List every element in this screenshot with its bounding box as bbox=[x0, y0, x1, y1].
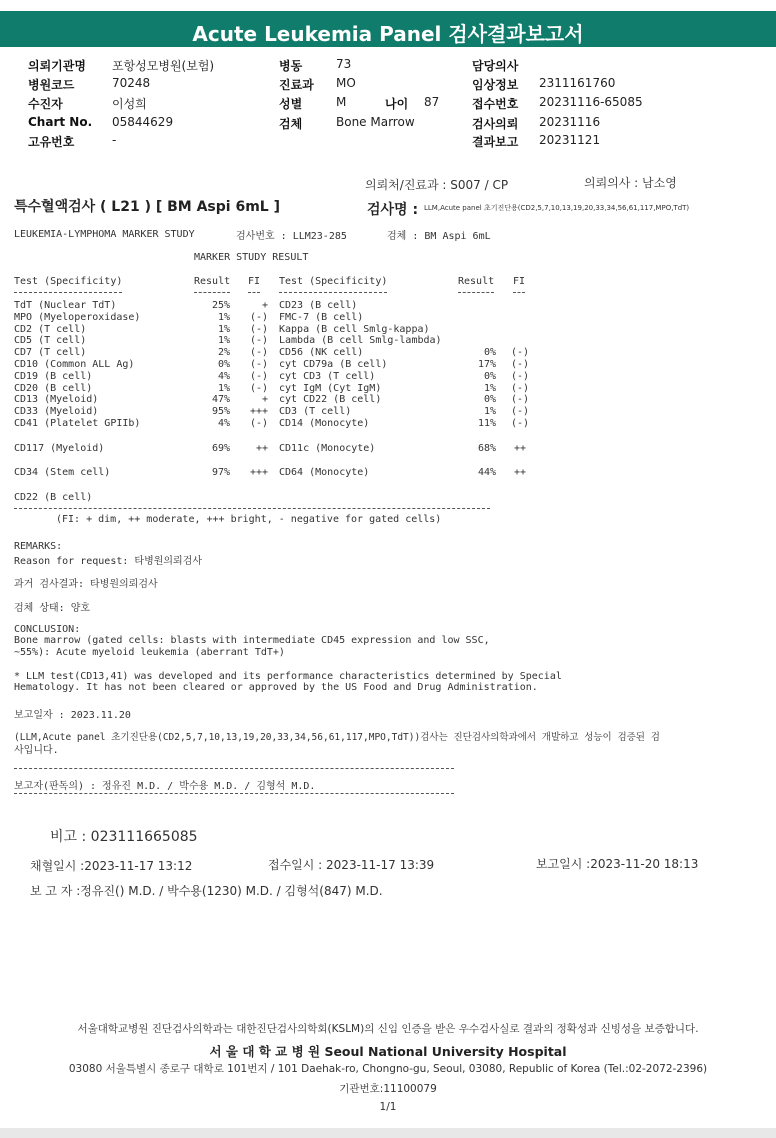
info-value: M bbox=[336, 95, 347, 109]
study-specimen: 검체 : BM Aspi 6mL bbox=[387, 231, 491, 242]
col-header-fi-right: FI bbox=[513, 276, 526, 287]
test-name-value: LLM,Acute panel 초기진단용(CD2,5,7,10,13,19,20,33,34,56,61,117,MPO,TdT) bbox=[424, 204, 690, 212]
llm-note-line1: * LLM test(CD13,41) was developed and its performance characteristics determined by Special bbox=[14, 671, 562, 682]
age-value: 87 bbox=[424, 95, 440, 109]
info-label: 병동 bbox=[279, 59, 303, 73]
marker-fi: (-) bbox=[249, 382, 268, 394]
marker-test: CD7 (T cell) bbox=[14, 347, 87, 359]
info-value: 20231121 bbox=[539, 133, 601, 147]
marker-fi: (-) bbox=[249, 311, 268, 323]
marker-test: CD5 (T cell) bbox=[14, 335, 87, 347]
info-label: 고유번호 bbox=[28, 135, 75, 149]
marker-fi: (-) bbox=[249, 347, 268, 359]
receive-time: 접수일시 : 2023-11-17 13:39 bbox=[268, 858, 435, 872]
marker-fi: (-) bbox=[510, 347, 530, 359]
marker-result: 95% bbox=[211, 406, 230, 418]
marker-fi: (-) bbox=[510, 370, 530, 382]
marker-result: 0% bbox=[483, 347, 496, 359]
page-number: 1/1 bbox=[379, 1101, 397, 1113]
marker-fi: ++ bbox=[513, 467, 527, 478]
marker-fi: +++ bbox=[249, 406, 268, 418]
marker-test: CD41 (Platelet GPIIb) bbox=[14, 418, 141, 429]
request-doctor: 의뢰의사 : 남소영 bbox=[584, 176, 677, 190]
study-number: 검사번호 : LLM23-285 bbox=[236, 231, 347, 242]
info-value: 73 bbox=[336, 57, 352, 71]
certification-text: 서울대학교병원 진단검사의학과는 대한진단검사의학회(KSLM)의 신임 인증을 받은 우수검사실로 결과의 정확성과 신빙성을 보증합니다. bbox=[77, 1023, 699, 1035]
marker-result: 0% bbox=[217, 359, 230, 370]
marker-test: cyt CD79a (B cell) bbox=[279, 359, 388, 370]
marker-test: CD20 (B cell) bbox=[14, 382, 93, 394]
marker-test: CD22 (B cell) bbox=[14, 492, 93, 503]
marker-fi: ++ bbox=[513, 443, 527, 454]
marker-fi: (-) bbox=[510, 418, 530, 429]
hospital-address: 03080 서울특별시 종로구 대학로 101번지 / 101 Daehak-ro, Chongno-gu, Seoul, 03080, Republic of Korea (Tel.:02-2072-2396) bbox=[68, 1063, 708, 1075]
marker-result: 1% bbox=[217, 323, 230, 335]
info-label: 병원코드 bbox=[28, 78, 75, 92]
marker-result: 4% bbox=[217, 418, 230, 429]
marker-result: 2% bbox=[217, 347, 230, 359]
col-header-fi-left: FI bbox=[248, 276, 261, 287]
marker-result: 4% bbox=[217, 370, 230, 382]
marker-test: CD2 (T cell) bbox=[14, 323, 87, 335]
marker-test: CD34 (Stem cell) bbox=[14, 467, 111, 478]
divider bbox=[14, 768, 454, 769]
marker-test: CD10 (Common ALL Ag) bbox=[14, 359, 135, 370]
study-title: LEUKEMIA-LYMPHOMA MARKER STUDY bbox=[14, 229, 195, 240]
marker-test: CD3 (T cell) bbox=[279, 406, 352, 418]
marker-result: 1% bbox=[217, 382, 230, 394]
test-name-label: 검사명 : bbox=[367, 202, 419, 218]
hospital-name: 서 울 대 학 교 병 원 Seoul National University Hospital bbox=[209, 1044, 567, 1059]
marker-result: 25% bbox=[211, 300, 230, 311]
marker-test: CD33 (Myeloid) bbox=[14, 406, 99, 418]
underline bbox=[194, 292, 230, 293]
marker-result: 1% bbox=[483, 406, 496, 418]
info-label: 진료과 bbox=[279, 78, 314, 92]
specimen-status: 검체 상태: 양호 bbox=[14, 603, 91, 614]
korean-note-line2: 사입니다. bbox=[14, 745, 59, 756]
marker-fi: (-) bbox=[510, 406, 530, 418]
collect-time: 채혈일시 :2023-11-17 13:12 bbox=[30, 859, 193, 873]
korean-note-line1: (LLM,Acute panel 초기진단용(CD2,5,7,10,13,19,20,33,34,56,61,117,MPO,TdT))검사는 진단검사의학과에서 개발하고 성능이 검증된 검 bbox=[14, 732, 660, 743]
marker-result: 97% bbox=[211, 467, 230, 478]
past-result: 과거 검사결과: 타병원의뢰검사 bbox=[14, 579, 158, 590]
marker-test: cyt CD22 (B cell) bbox=[279, 394, 382, 406]
underline bbox=[513, 292, 525, 293]
conclusion-label: CONCLUSION: bbox=[14, 624, 81, 635]
marker-fi: (-) bbox=[249, 370, 268, 382]
info-value: 20231116 bbox=[539, 115, 601, 129]
marker-test: Kappa (B cell Smlg-kappa) bbox=[279, 323, 430, 335]
info-label: 검사의뢰 bbox=[472, 117, 519, 131]
marker-result: 1% bbox=[217, 311, 230, 323]
marker-fi: (-) bbox=[249, 359, 268, 370]
marker-result: 68% bbox=[477, 443, 496, 454]
report-date: 보고일자 : 2023.11.20 bbox=[14, 710, 131, 721]
request-dept: 의뢰처/진료과 : S007 / CP bbox=[365, 178, 509, 192]
marker-test: CD117 (Myeloid) bbox=[14, 443, 105, 454]
marker-fi: (-) bbox=[249, 335, 268, 347]
info-label: 의뢰기관명 bbox=[28, 59, 86, 73]
col-header-test-left: Test (Specificity) bbox=[14, 276, 123, 287]
organization-number: 기관번호:11100079 bbox=[339, 1083, 437, 1095]
marker-result: 1% bbox=[483, 382, 496, 394]
page-bottom-strip bbox=[0, 1128, 776, 1138]
marker-fi: + bbox=[261, 300, 268, 311]
info-value: 70248 bbox=[112, 76, 151, 90]
llm-note-line2: Hematology. It has not been cleared or approved by the US Food and Drug Administration. bbox=[14, 682, 538, 693]
info-value: 05844629 bbox=[112, 115, 174, 129]
marker-result: 11% bbox=[477, 418, 496, 429]
marker-test: Lambda (B cell Smlg-lambda) bbox=[279, 335, 442, 347]
underline bbox=[458, 292, 494, 293]
marker-test: CD19 (B cell) bbox=[14, 370, 93, 382]
marker-fi: + bbox=[261, 394, 268, 406]
marker-fi: (-) bbox=[510, 394, 530, 406]
reporters-line: 보고자(판독의) : 정유진 M.D. / 박수용 M.D. / 김형석 M.D. bbox=[14, 781, 316, 792]
info-label: 검체 bbox=[279, 117, 303, 131]
test-title: 특수혈액검사 ( L21 ) [ BM Aspi 6mL ] bbox=[14, 199, 280, 215]
info-label: 담당의사 bbox=[472, 59, 519, 73]
footer-reporters: 보 고 자 :정유진() M.D. / 박수용(1230) M.D. / 김형석(847) M.D. bbox=[30, 884, 383, 898]
col-header-result-right: Result bbox=[458, 276, 495, 287]
marker-test: CD14 (Monocyte) bbox=[279, 418, 370, 429]
marker-result: 47% bbox=[211, 394, 230, 406]
divider bbox=[14, 793, 454, 794]
col-header-result-left: Result bbox=[194, 276, 231, 287]
marker-fi: (-) bbox=[249, 418, 268, 429]
underline bbox=[14, 292, 122, 293]
marker-fi: (-) bbox=[510, 382, 530, 394]
marker-result: 69% bbox=[211, 443, 230, 454]
col-header-test-right: Test (Specificity) bbox=[279, 276, 388, 287]
info-value: 이성희 bbox=[112, 97, 147, 111]
marker-test: CD13 (Myeloid) bbox=[14, 394, 99, 406]
marker-test: FMC-7 (B cell) bbox=[279, 311, 364, 323]
marker-fi: (-) bbox=[510, 359, 530, 370]
conclusion-line2: ~55%): Acute myeloid leukemia (aberrant TdT+) bbox=[14, 647, 285, 658]
remarks-reason: Reason for request: 타병원의뢰검사 bbox=[14, 556, 203, 567]
info-value: Bone Marrow bbox=[336, 115, 415, 129]
marker-test: CD11c (Monocyte) bbox=[279, 443, 376, 454]
marker-result: 44% bbox=[477, 467, 496, 478]
underline bbox=[279, 292, 387, 293]
age-label: 나이 bbox=[385, 97, 409, 111]
report-title: Acute Leukemia Panel 검사결과보고서 bbox=[192, 22, 584, 46]
marker-result: 1% bbox=[217, 335, 230, 347]
info-value: - bbox=[112, 133, 117, 147]
result-title: MARKER STUDY RESULT bbox=[194, 252, 309, 263]
report-time: 보고일시 :2023-11-20 18:13 bbox=[536, 857, 699, 871]
remarks-label: REMARKS: bbox=[14, 541, 63, 552]
info-label: 접수번호 bbox=[472, 97, 519, 111]
marker-result: 17% bbox=[477, 359, 496, 370]
info-label: Chart No. bbox=[28, 115, 93, 129]
marker-test: cyt IgM (Cyt IgM) bbox=[279, 382, 382, 394]
info-value: 포항성모병원(보험) bbox=[112, 59, 215, 73]
marker-test: CD64 (Monocyte) bbox=[279, 467, 370, 478]
marker-result: 0% bbox=[483, 394, 496, 406]
info-label: 수진자 bbox=[28, 97, 63, 111]
marker-fi: (-) bbox=[249, 323, 268, 335]
underline bbox=[248, 292, 260, 293]
info-label: 임상정보 bbox=[472, 78, 519, 92]
marker-test: CD56 (NK cell) bbox=[279, 347, 364, 359]
conclusion-line1: Bone marrow (gated cells: blasts with intermediate CD45 expression and low SSC, bbox=[14, 635, 490, 646]
info-value: MO bbox=[336, 76, 356, 90]
marker-test: MPO (Myeloperoxidase) bbox=[14, 311, 141, 323]
info-label: 성별 bbox=[279, 97, 303, 111]
marker-result: 0% bbox=[483, 370, 496, 382]
info-value: 20231116-65085 bbox=[539, 95, 643, 109]
marker-test: CD23 (B cell) bbox=[279, 300, 358, 311]
marker-fi: ++ bbox=[255, 443, 268, 454]
remark-number: 비고 : 023111665085 bbox=[50, 829, 198, 845]
info-label: 결과보고 bbox=[472, 135, 519, 149]
fi-legend: (FI: + dim, ++ moderate, +++ bright, - negative for gated cells) bbox=[56, 514, 442, 525]
marker-test: cyt CD3 (T cell) bbox=[279, 370, 376, 382]
divider bbox=[14, 508, 490, 509]
marker-test: TdT (Nuclear TdT) bbox=[14, 300, 117, 311]
info-value: 2311161760 bbox=[539, 76, 616, 90]
marker-fi: +++ bbox=[249, 467, 268, 478]
